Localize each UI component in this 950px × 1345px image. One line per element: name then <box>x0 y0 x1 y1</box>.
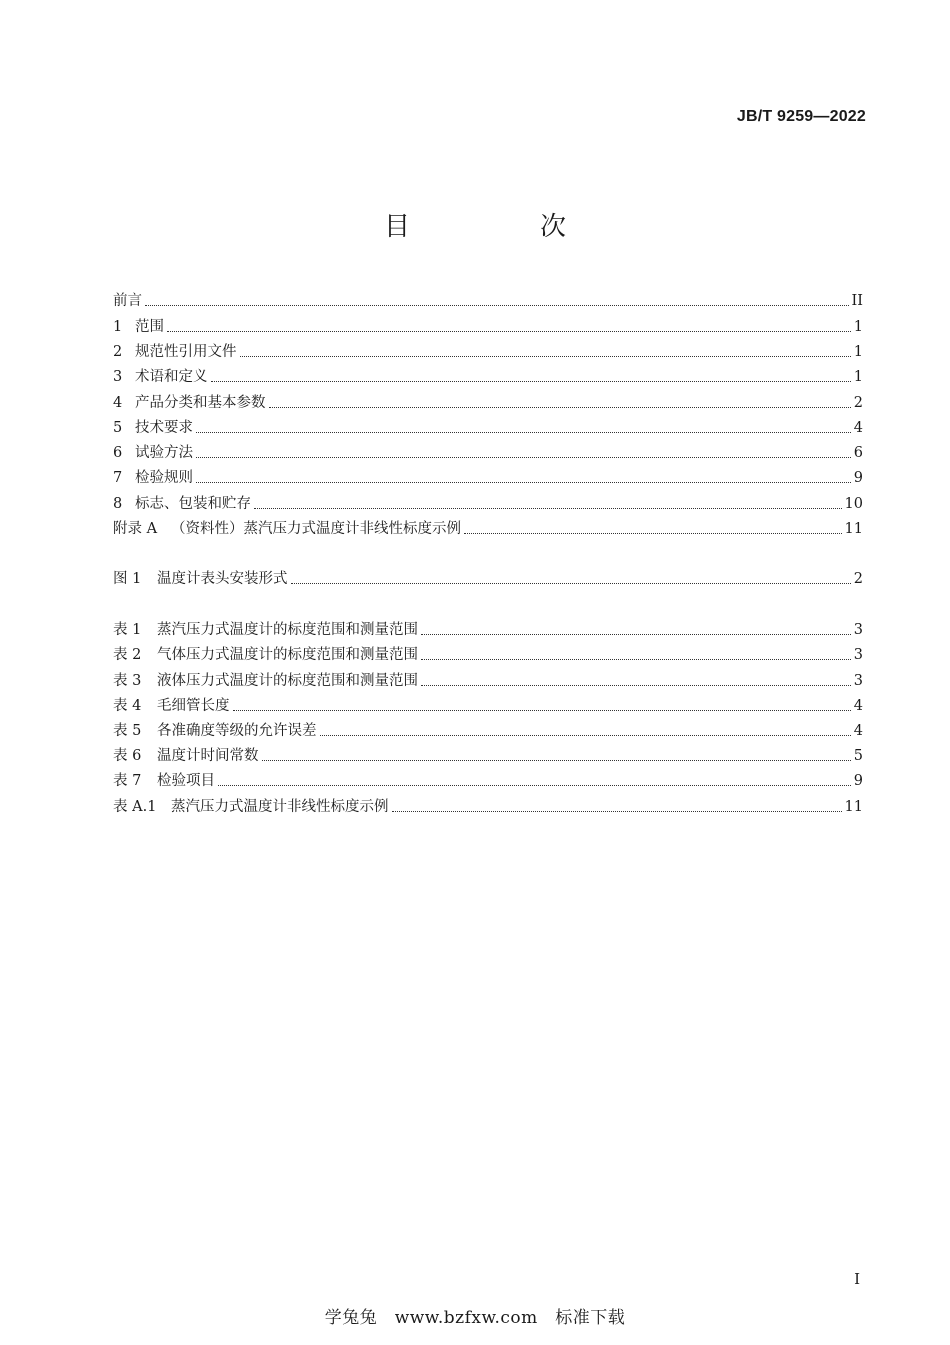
toc-entry-page: 1 <box>853 319 863 335</box>
toc-title: 目 次 <box>383 212 618 242</box>
toc-entry-num: 7 <box>113 470 123 486</box>
leader-dots <box>196 456 851 458</box>
leader-dots <box>262 759 851 761</box>
toc-entry-page: II <box>851 293 863 309</box>
toc-entry-num: 4 <box>113 395 123 411</box>
toc-entry-page: 1 <box>853 344 863 360</box>
leader-dots <box>233 709 851 711</box>
toc-entry-num: 表 6 <box>113 748 142 764</box>
toc-entry-num: 表 5 <box>113 723 142 739</box>
toc-entry-page: 4 <box>853 698 863 714</box>
toc-entry-num: 表 A.1 <box>113 799 157 815</box>
toc-entry-text: （资料性）蒸汽压力式温度计非线性标度示例 <box>171 521 461 537</box>
toc-table-2[interactable] <box>113 644 863 664</box>
toc-table-4[interactable] <box>113 695 863 715</box>
leader-dots <box>240 355 851 357</box>
toc-entry-text: 液体压力式温度计的标度范围和测量范围 <box>157 673 418 689</box>
toc-entry-page: 4 <box>853 420 863 436</box>
toc-entry-text: 范围 <box>135 319 164 335</box>
page-number: I <box>854 1270 860 1288</box>
leader-dots <box>392 810 842 812</box>
leader-dots <box>421 633 851 635</box>
toc-entry-text: 规范性引用文件 <box>135 344 237 360</box>
toc-entry-4[interactable] <box>113 392 863 412</box>
watermark-text: 学兔兔 www.bzfxw.com 标准下载 <box>324 1308 626 1328</box>
toc-figure-1[interactable] <box>113 568 863 588</box>
toc-entry-page: 3 <box>853 673 863 689</box>
toc-entry-num: 表 2 <box>113 647 142 663</box>
leader-dots <box>464 532 842 534</box>
toc-entry-text: 检验项目 <box>157 773 215 789</box>
toc-entry-annex-a[interactable] <box>113 518 863 538</box>
leader-dots <box>196 481 851 483</box>
toc-entry-7[interactable] <box>113 467 863 487</box>
toc-entry-text: 温度计时间常数 <box>157 748 259 764</box>
toc-entry-num: 8 <box>113 496 123 512</box>
toc-table-3[interactable] <box>113 670 863 690</box>
toc-entry-2[interactable] <box>113 341 863 361</box>
toc-entry-text: 各准确度等级的允许误差 <box>157 723 317 739</box>
toc-entry-5[interactable] <box>113 417 863 437</box>
toc-entry-text: 温度计表头安装形式 <box>157 571 288 587</box>
toc-entry-preface[interactable] <box>113 290 863 310</box>
toc-entry-page: 1 <box>853 369 863 385</box>
leader-dots <box>291 582 851 584</box>
toc-entry-page: 9 <box>853 773 863 789</box>
toc-table-1[interactable] <box>113 619 863 639</box>
leader-dots <box>421 658 851 660</box>
leader-dots <box>320 734 851 736</box>
toc-entry-text: 前言 <box>113 293 142 309</box>
toc-entry-num: 表 1 <box>113 622 142 638</box>
toc-entry-page: 6 <box>853 445 863 461</box>
toc-entry-num: 图 1 <box>113 571 142 587</box>
toc-entry-text: 蒸汽压力式温度计非线性标度示例 <box>171 799 389 815</box>
leader-dots <box>211 380 851 382</box>
toc-entry-num: 1 <box>113 319 123 335</box>
leader-dots <box>145 304 849 306</box>
toc-entry-text: 产品分类和基本参数 <box>135 395 266 411</box>
toc-entry-num: 3 <box>113 369 123 385</box>
toc-entry-num: 附录 A <box>113 521 158 537</box>
toc-entry-page: 4 <box>853 723 863 739</box>
toc-entry-num: 6 <box>113 445 123 461</box>
toc-entry-page: 2 <box>853 395 863 411</box>
leader-dots <box>254 507 842 509</box>
leader-dots <box>167 330 851 332</box>
leader-dots <box>421 684 851 686</box>
leader-dots <box>218 784 851 786</box>
toc-entry-num: 表 7 <box>113 773 142 789</box>
toc-entry-page: 3 <box>853 622 863 638</box>
toc-entry-page: 9 <box>853 470 863 486</box>
toc-entry-1[interactable] <box>113 316 863 336</box>
toc-entry-6[interactable] <box>113 442 863 462</box>
toc-entry-text: 试验方法 <box>135 445 193 461</box>
standard-code: JB/T 9259—2022 <box>736 108 866 125</box>
toc-entry-text: 技术要求 <box>135 420 193 436</box>
toc-entry-text: 毛细管长度 <box>157 698 230 714</box>
toc-entry-num: 表 4 <box>113 698 142 714</box>
toc-entry-text: 检验规则 <box>135 470 193 486</box>
toc-entry-num: 表 3 <box>113 673 142 689</box>
toc-entry-text: 标志、包装和贮存 <box>135 496 251 512</box>
leader-dots <box>269 406 851 408</box>
toc-entry-page: 11 <box>844 799 863 815</box>
toc-entry-page: 10 <box>844 496 863 512</box>
toc-table-a1[interactable] <box>113 796 863 816</box>
toc-entry-text: 术语和定义 <box>135 369 208 385</box>
toc-entry-page: 5 <box>853 748 863 764</box>
leader-dots <box>196 431 851 433</box>
toc-entry-page: 3 <box>853 647 863 663</box>
toc-entry-page: 2 <box>853 571 863 587</box>
toc-entry-text: 蒸汽压力式温度计的标度范围和测量范围 <box>157 622 418 638</box>
toc-table-6[interactable] <box>113 745 863 765</box>
toc-entry-text: 气体压力式温度计的标度范围和测量范围 <box>157 647 418 663</box>
toc-table-5[interactable] <box>113 720 863 740</box>
toc-entry-8[interactable] <box>113 493 863 513</box>
toc-entry-page: 11 <box>844 521 863 537</box>
toc-entry-3[interactable] <box>113 366 863 386</box>
toc-table-7[interactable] <box>113 770 863 790</box>
toc-entry-num: 2 <box>113 344 123 360</box>
toc-entry-num: 5 <box>113 420 123 436</box>
